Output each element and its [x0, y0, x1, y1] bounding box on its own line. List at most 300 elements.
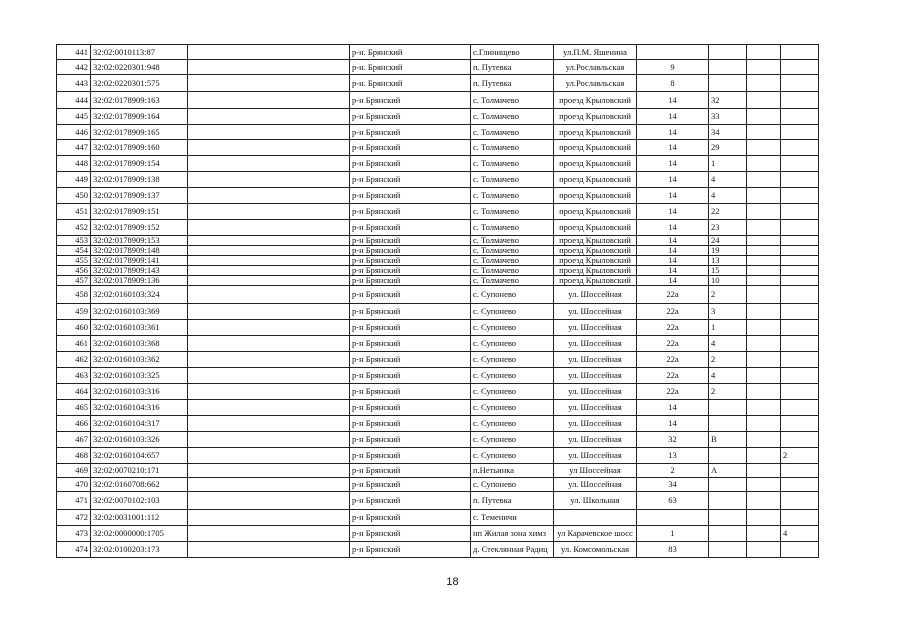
table-cell [781, 286, 819, 304]
table-cell: 32:02:0178909:154 [91, 156, 188, 172]
table-cell [747, 236, 781, 246]
table-cell: с. Толмачево [471, 276, 554, 286]
table-cell: р-н Брянский [350, 286, 471, 304]
table-row [57, 432, 819, 448]
table-cell [781, 75, 819, 92]
table-cell [747, 400, 781, 416]
table-cell: 452 [57, 220, 91, 236]
table-row [57, 188, 819, 204]
table-cell: 32:02:0178909:151 [91, 204, 188, 220]
table-cell: 465 [57, 400, 91, 416]
table-cell: 474 [57, 542, 91, 558]
table-cell: проезд Крыловский [554, 236, 637, 246]
table-cell [747, 352, 781, 368]
table-row [57, 109, 819, 125]
table-cell [781, 432, 819, 448]
table-cell: 32:02:0010113:87 [91, 45, 188, 60]
table-cell [781, 336, 819, 352]
table-cell: 458 [57, 286, 91, 304]
table-cell: 32:02:0160104:316 [91, 400, 188, 416]
table-cell [747, 416, 781, 432]
table-cell: с. Супонево [471, 400, 554, 416]
table-row [57, 276, 819, 286]
table-cell [554, 510, 637, 526]
table-cell: ул. Шоссейная [554, 416, 637, 432]
table-cell: 32:02:0220301:948 [91, 60, 188, 75]
table-row [57, 384, 819, 400]
table-cell: 456 [57, 266, 91, 276]
table-cell [188, 236, 350, 246]
table-cell [747, 432, 781, 448]
table-cell [781, 140, 819, 156]
table-cell: 461 [57, 336, 91, 352]
table-row [57, 236, 819, 246]
table-cell [781, 92, 819, 109]
table-cell: 33 [709, 109, 747, 125]
table-cell [781, 60, 819, 75]
table-cell: ул. Шоссейная [554, 400, 637, 416]
table-row [57, 140, 819, 156]
table-cell: проезд Крыловский [554, 204, 637, 220]
table-cell: проезд Крыловский [554, 256, 637, 266]
table-row [57, 478, 819, 492]
table-row [57, 320, 819, 336]
table-cell: р-н Брянский [350, 172, 471, 188]
table-cell: с. Толмачево [471, 156, 554, 172]
table-cell: 32:02:0178909:138 [91, 172, 188, 188]
table-cell: с. Супонево [471, 416, 554, 432]
table-cell: р-н Брянский [350, 304, 471, 320]
data-table [56, 44, 819, 558]
table-cell: р-н Брянский [350, 432, 471, 448]
table-cell [781, 109, 819, 125]
table-cell: 14 [637, 246, 709, 256]
table-cell: 457 [57, 276, 91, 286]
table-cell: 32:02:0178909:141 [91, 256, 188, 266]
table-cell [188, 416, 350, 432]
table-cell: 32:02:0178909:148 [91, 246, 188, 256]
table-cell [781, 172, 819, 188]
table-cell: с. Супонево [471, 384, 554, 400]
table-cell: с.Глинищево [471, 45, 554, 60]
table-cell [188, 125, 350, 140]
table-cell [747, 188, 781, 204]
table-cell: 22а [637, 384, 709, 400]
table-cell [747, 204, 781, 220]
table-cell [747, 140, 781, 156]
table-cell [188, 368, 350, 384]
table-cell: 443 [57, 75, 91, 92]
table-cell: 19 [709, 246, 747, 256]
table-cell: с. Супонево [471, 432, 554, 448]
table-cell: р-н. Брянский [350, 45, 471, 60]
table-cell: ул. Школьная [554, 492, 637, 510]
table-cell: с. Супонево [471, 478, 554, 492]
table-cell: 441 [57, 45, 91, 60]
table-cell [188, 140, 350, 156]
table-cell [188, 336, 350, 352]
table-cell: р-н Брянский [350, 236, 471, 246]
table-cell: 4 [709, 188, 747, 204]
table-cell: 14 [637, 188, 709, 204]
table-cell: 4 [709, 172, 747, 188]
table-cell: 32:02:0160103:369 [91, 304, 188, 320]
table-cell [781, 156, 819, 172]
table-cell [188, 400, 350, 416]
table-cell [188, 266, 350, 276]
table-cell [709, 526, 747, 542]
table-cell: проезд Крыловский [554, 140, 637, 156]
table-cell [637, 45, 709, 60]
table-cell [188, 188, 350, 204]
table-cell [781, 236, 819, 246]
table-cell: р-н Брянский [350, 526, 471, 542]
table-cell: ул. Шоссейная [554, 286, 637, 304]
table-cell: р-н Брянский [350, 188, 471, 204]
table-cell [709, 542, 747, 558]
table-cell: 1 [709, 156, 747, 172]
table-cell: с. Супонево [471, 368, 554, 384]
table-cell: 14 [637, 109, 709, 125]
table-cell: 32:02:0070102:103 [91, 492, 188, 510]
table-cell: 2 [781, 448, 819, 464]
table-cell [781, 304, 819, 320]
table-cell: 15 [709, 266, 747, 276]
table-row [57, 336, 819, 352]
table-cell: 14 [637, 140, 709, 156]
table-cell: 14 [637, 236, 709, 246]
table-cell [781, 220, 819, 236]
table-cell: р-н Брянский [350, 246, 471, 256]
table-cell: р-н Брянский [350, 276, 471, 286]
table-cell: 442 [57, 60, 91, 75]
table-cell: р-н Брянский [350, 384, 471, 400]
table-cell: 14 [637, 172, 709, 188]
table-cell: ул. Шоссейная [554, 448, 637, 464]
table-cell: 448 [57, 156, 91, 172]
table-cell: р-н Брянский [350, 400, 471, 416]
table-cell [188, 156, 350, 172]
table-cell [781, 266, 819, 276]
table-cell [747, 304, 781, 320]
table-cell: проезд Крыловский [554, 276, 637, 286]
table-cell: 32:02:0178909:160 [91, 140, 188, 156]
table-cell: с. Толмачево [471, 266, 554, 276]
table-cell: 2 [709, 286, 747, 304]
table-cell: с. Супонево [471, 304, 554, 320]
table-cell [781, 384, 819, 400]
table-cell: 22а [637, 286, 709, 304]
table-cell: д. Стеклянная Радиц [471, 542, 554, 558]
table-cell [188, 246, 350, 256]
table-row [57, 352, 819, 368]
table-cell [188, 352, 350, 368]
table-cell: с. Супонево [471, 320, 554, 336]
table-cell [747, 510, 781, 526]
table-cell: проезд Крыловский [554, 92, 637, 109]
table-cell [188, 478, 350, 492]
table-cell: с. Толмачево [471, 256, 554, 266]
table-cell: 3 [709, 304, 747, 320]
table-cell: ул. Шоссейная [554, 368, 637, 384]
table-cell [747, 109, 781, 125]
table-cell: 22а [637, 304, 709, 320]
table-cell: р-н Брянский [350, 416, 471, 432]
table-cell [747, 492, 781, 510]
table-cell [781, 188, 819, 204]
table-cell: проезд Крыловский [554, 109, 637, 125]
table-cell [709, 400, 747, 416]
table-cell [781, 478, 819, 492]
table-cell: ул.П.М. Яшенина [554, 45, 637, 60]
table-cell [188, 542, 350, 558]
table-cell: 32:02:0160104:317 [91, 416, 188, 432]
table-cell [637, 510, 709, 526]
table-cell [747, 75, 781, 92]
table-cell: проезд Крыловский [554, 156, 637, 172]
table-row [57, 75, 819, 92]
table-cell: ул. Шоссейная [554, 432, 637, 448]
table-cell: р-н Брянский [350, 542, 471, 558]
table-cell: 455 [57, 256, 91, 266]
table-row [57, 256, 819, 266]
table-cell: 32:02:0178909:165 [91, 125, 188, 140]
table-cell: 4 [709, 368, 747, 384]
table-cell: 32:02:0178909:164 [91, 109, 188, 125]
table-cell: проезд Крыловский [554, 220, 637, 236]
table-cell: с. Супонево [471, 352, 554, 368]
table-cell: проезд Крыловский [554, 125, 637, 140]
table-cell: ул Шоссейная [554, 464, 637, 478]
table-cell: 1 [637, 526, 709, 542]
table-cell [709, 416, 747, 432]
table-cell: р-н Брянский [350, 256, 471, 266]
table-row [57, 416, 819, 432]
table-cell: п.Нетьинка [471, 464, 554, 478]
table-cell [747, 448, 781, 464]
table-cell: р-н Брянский [350, 448, 471, 464]
table-cell [747, 384, 781, 400]
table-cell [781, 276, 819, 286]
table-cell: 32:02:0070210:171 [91, 464, 188, 478]
table-cell [781, 464, 819, 478]
table-cell [188, 448, 350, 464]
table-cell: с. Толмачево [471, 172, 554, 188]
table-cell: 22а [637, 320, 709, 336]
table-cell [747, 45, 781, 60]
table-cell: 446 [57, 125, 91, 140]
table-cell: 471 [57, 492, 91, 510]
table-row [57, 464, 819, 478]
table-cell: 1 [709, 320, 747, 336]
table-cell [781, 510, 819, 526]
table-cell [188, 109, 350, 125]
table-cell: 14 [637, 92, 709, 109]
table-cell: 14 [637, 276, 709, 286]
table-cell [747, 478, 781, 492]
table-cell: проезд Крыловский [554, 172, 637, 188]
table-cell [709, 75, 747, 92]
table-cell [747, 125, 781, 140]
table-cell: 467 [57, 432, 91, 448]
table-cell: 473 [57, 526, 91, 542]
table-cell [747, 276, 781, 286]
table-cell: ул. Шоссейная [554, 478, 637, 492]
table-cell: 32:02:0178909:137 [91, 188, 188, 204]
table-cell: с. Толмачево [471, 236, 554, 246]
table-cell [747, 256, 781, 266]
table-cell: с. Толмачево [471, 125, 554, 140]
table-row [57, 492, 819, 510]
table-cell: 32:02:0178909:143 [91, 266, 188, 276]
table-cell [188, 384, 350, 400]
table-cell: 2 [637, 464, 709, 478]
table-cell: с. Толмачево [471, 204, 554, 220]
table-cell: р-н Брянский [350, 320, 471, 336]
table-cell [747, 464, 781, 478]
table-row [57, 400, 819, 416]
table-cell: 23 [709, 220, 747, 236]
table-cell: р-н Брянский [350, 336, 471, 352]
table-row [57, 286, 819, 304]
table-cell: р-н Брянский [350, 478, 471, 492]
table-cell [747, 220, 781, 236]
table-cell: р-н Брянский [350, 464, 471, 478]
table-cell: 32:02:0220301:575 [91, 75, 188, 92]
table-cell: 32:02:0160103:362 [91, 352, 188, 368]
table-cell: 14 [637, 266, 709, 276]
table-cell [188, 45, 350, 60]
table-cell: с. Толмачево [471, 246, 554, 256]
table-cell: 463 [57, 368, 91, 384]
table-cell [747, 542, 781, 558]
table-row [57, 60, 819, 75]
table-cell: р-н Брянский [350, 510, 471, 526]
table-row [57, 542, 819, 558]
table-cell [781, 256, 819, 266]
table-row [57, 156, 819, 172]
table-cell: 450 [57, 188, 91, 204]
page-number: 18 [446, 576, 459, 588]
table-cell [781, 125, 819, 140]
table-cell: 14 [637, 204, 709, 220]
table-cell [781, 492, 819, 510]
table-cell: 24 [709, 236, 747, 246]
table-cell: р-н Брянский [350, 266, 471, 276]
table-cell: 445 [57, 109, 91, 125]
table-cell [747, 368, 781, 384]
table-row [57, 204, 819, 220]
table-cell [781, 416, 819, 432]
table-cell: 454 [57, 246, 91, 256]
table-cell: 469 [57, 464, 91, 478]
table-cell: с. Теменичи [471, 510, 554, 526]
table-cell [188, 92, 350, 109]
table-cell: 32 [637, 432, 709, 448]
table-cell: ул. Шоссейная [554, 320, 637, 336]
table-cell: 14 [637, 416, 709, 432]
table-cell: р-н Брянский [350, 109, 471, 125]
table-row [57, 92, 819, 109]
table-cell: проезд Крыловский [554, 266, 637, 276]
table-row [57, 526, 819, 542]
table-cell: 451 [57, 204, 91, 220]
table-cell: 470 [57, 478, 91, 492]
table-cell: 32:02:0100203:173 [91, 542, 188, 558]
table-cell [188, 492, 350, 510]
table-cell [747, 172, 781, 188]
table-cell: 453 [57, 236, 91, 246]
table-cell: 34 [637, 478, 709, 492]
table-cell: 10 [709, 276, 747, 286]
table-cell: р-н. Брянский [350, 60, 471, 75]
table-cell: 14 [637, 400, 709, 416]
table-cell [747, 526, 781, 542]
table-cell: 32:02:0178909:163 [91, 92, 188, 109]
table-cell: 449 [57, 172, 91, 188]
table-cell: с. Супонево [471, 448, 554, 464]
table-cell: 22а [637, 352, 709, 368]
table-cell: 464 [57, 384, 91, 400]
table-cell: с. Супонево [471, 336, 554, 352]
table-cell [781, 45, 819, 60]
table-cell: 2 [709, 352, 747, 368]
table-cell [188, 526, 350, 542]
table-cell: 14 [637, 256, 709, 266]
table-cell: 83 [637, 542, 709, 558]
table-cell [781, 368, 819, 384]
table-cell [781, 320, 819, 336]
table-cell: р-н. Брянский [350, 75, 471, 92]
table-cell [747, 320, 781, 336]
table-cell: В [709, 432, 747, 448]
table-cell: 13 [709, 256, 747, 266]
table-cell: 462 [57, 352, 91, 368]
table-cell [781, 352, 819, 368]
table-cell [188, 320, 350, 336]
table-cell: 472 [57, 510, 91, 526]
table-cell: 22 [709, 204, 747, 220]
table-cell: 4 [781, 526, 819, 542]
table-cell: 32 [709, 92, 747, 109]
table-cell [188, 60, 350, 75]
table-cell [188, 276, 350, 286]
table-row [57, 448, 819, 464]
table-cell: 4 [709, 336, 747, 352]
table-cell: 32:02:0160103:368 [91, 336, 188, 352]
table-cell: ул. Шоссейная [554, 352, 637, 368]
table-cell: 32:02:0178909:136 [91, 276, 188, 286]
table-cell: р-н Брянский [350, 220, 471, 236]
table-cell: нп Жилая зона химз [471, 526, 554, 542]
table-cell: с. Толмачево [471, 140, 554, 156]
table-cell [747, 266, 781, 276]
table-cell: 32:02:0160708:662 [91, 478, 188, 492]
table-cell: 32:02:0160103:316 [91, 384, 188, 400]
table-cell: р-н Брянский [350, 92, 471, 109]
table-cell: ул. Шоссейная [554, 384, 637, 400]
table-cell: р-н Брянский [350, 352, 471, 368]
table-cell [188, 510, 350, 526]
table-cell: ул Карачевское шосс [554, 526, 637, 542]
table-row [57, 172, 819, 188]
table-cell: 14 [637, 156, 709, 172]
table-cell [188, 220, 350, 236]
table-cell [747, 336, 781, 352]
table-cell: 444 [57, 92, 91, 109]
table-row [57, 304, 819, 320]
table-row [57, 125, 819, 140]
